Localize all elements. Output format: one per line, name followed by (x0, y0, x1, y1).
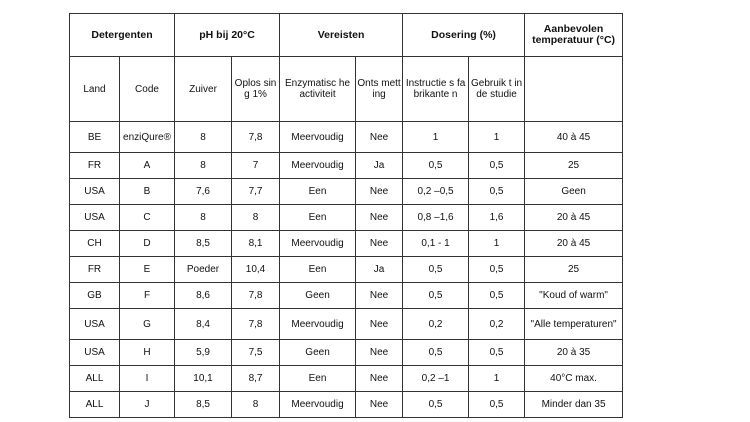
cell-dosering-instructies: 0,5 (403, 392, 469, 418)
cell-ontsmetting: Nee (356, 340, 403, 366)
cell-code: E (120, 257, 175, 283)
cell-dosering-gebruikt: 0,5 (469, 179, 525, 205)
cell-dosering-gebruikt: 1 (469, 231, 525, 257)
table-row (70, 122, 623, 153)
subheader-oplossing: Oplos sing 1% (232, 57, 280, 122)
cell-enzymatische-activiteit: Geen (280, 283, 356, 309)
table-row (70, 340, 623, 366)
cell-ph-oplossing: 7,7 (232, 179, 280, 205)
subheader-empty (525, 57, 623, 122)
cell-code: F (120, 283, 175, 309)
subheader-row (70, 57, 623, 122)
subheader-zuiver: Zuiver (175, 57, 232, 122)
cell-dosering-gebruikt: 0,5 (469, 153, 525, 179)
cell-dosering-gebruikt: 0,5 (469, 257, 525, 283)
cell-ontsmetting: Nee (356, 179, 403, 205)
cell-land: BE (70, 122, 120, 153)
cell-code: B (120, 179, 175, 205)
cell-temperatuur: 40°C max. (525, 366, 623, 392)
cell-temperatuur: 20 à 45 (525, 205, 623, 231)
cell-code: I (120, 366, 175, 392)
cell-dosering-gebruikt: 1 (469, 366, 525, 392)
cell-ph-zuiver: 10,1 (175, 366, 232, 392)
cell-ph-zuiver: Poeder (175, 257, 232, 283)
cell-ontsmetting: Nee (356, 366, 403, 392)
cell-land: USA (70, 309, 120, 340)
cell-code: A (120, 153, 175, 179)
cell-enzymatische-activiteit: Een (280, 205, 356, 231)
cell-temperatuur: 25 (525, 153, 623, 179)
subheader-code: Code (120, 57, 175, 122)
cell-dosering-gebruikt: 0,2 (469, 309, 525, 340)
subheader-enzymatische-activiteit: Enzymatisc he activiteit (280, 57, 356, 122)
cell-ph-oplossing: 7 (232, 153, 280, 179)
cell-code: G (120, 309, 175, 340)
cell-land: USA (70, 205, 120, 231)
cell-ph-oplossing: 7,8 (232, 309, 280, 340)
cell-dosering-instructies: 0,5 (403, 153, 469, 179)
cell-ontsmetting: Nee (356, 283, 403, 309)
table-row (70, 283, 623, 309)
cell-ph-oplossing: 7,8 (232, 283, 280, 309)
cell-enzymatische-activiteit: Een (280, 179, 356, 205)
cell-dosering-instructies: 1 (403, 122, 469, 153)
table-row (70, 366, 623, 392)
cell-land: ALL (70, 392, 120, 418)
table-row (70, 309, 623, 340)
table-row (70, 257, 623, 283)
cell-ph-oplossing: 7,8 (232, 122, 280, 153)
cell-ontsmetting: Nee (356, 122, 403, 153)
cell-ph-oplossing: 8,1 (232, 231, 280, 257)
detergent-table (69, 13, 623, 418)
cell-ph-oplossing: 8,7 (232, 366, 280, 392)
table-row (70, 392, 623, 418)
cell-ph-zuiver: 8 (175, 122, 232, 153)
cell-ph-zuiver: 8 (175, 205, 232, 231)
cell-ontsmetting: Nee (356, 231, 403, 257)
cell-code: H (120, 340, 175, 366)
cell-ontsmetting: Nee (356, 205, 403, 231)
cell-dosering-instructies: 0,5 (403, 257, 469, 283)
cell-dosering-instructies: 0,5 (403, 340, 469, 366)
cell-enzymatische-activiteit: Meervoudig (280, 122, 356, 153)
cell-dosering-gebruikt: 1,6 (469, 205, 525, 231)
cell-enzymatische-activiteit: Geen (280, 340, 356, 366)
cell-dosering-gebruikt: 0,5 (469, 340, 525, 366)
table-row (70, 153, 623, 179)
table-row (70, 205, 623, 231)
subheader-ontsmetting: Onts metting (356, 57, 403, 122)
cell-temperatuur: "Alle temperaturen" (525, 309, 623, 340)
cell-dosering-instructies: 0,2 (403, 309, 469, 340)
cell-temperatuur: "Koud of warm" (525, 283, 623, 309)
cell-dosering-instructies: 0,5 (403, 283, 469, 309)
cell-enzymatische-activiteit: Meervoudig (280, 153, 356, 179)
cell-code: J (120, 392, 175, 418)
cell-temperatuur: Geen (525, 179, 623, 205)
cell-enzymatische-activiteit: Meervoudig (280, 309, 356, 340)
cell-ph-zuiver: 7,6 (175, 179, 232, 205)
cell-land: CH (70, 231, 120, 257)
cell-land: USA (70, 340, 120, 366)
cell-temperatuur: 20 à 35 (525, 340, 623, 366)
cell-land: USA (70, 179, 120, 205)
cell-enzymatische-activiteit: Meervoudig (280, 231, 356, 257)
cell-ontsmetting: Ja (356, 153, 403, 179)
cell-land: GB (70, 283, 120, 309)
cell-ph-zuiver: 5,9 (175, 340, 232, 366)
cell-dosering-instructies: 0,2 –0,5 (403, 179, 469, 205)
cell-temperatuur: Minder dan 35 (525, 392, 623, 418)
subheader-land: Land (70, 57, 120, 122)
cell-ph-zuiver: 8,5 (175, 231, 232, 257)
cell-ph-oplossing: 8 (232, 392, 280, 418)
group-header-row (70, 14, 623, 57)
cell-ph-zuiver: 8,5 (175, 392, 232, 418)
cell-ontsmetting: Ja (356, 257, 403, 283)
table-row (70, 179, 623, 205)
cell-ph-oplossing: 8 (232, 205, 280, 231)
cell-temperatuur: 25 (525, 257, 623, 283)
group-header-vereisten: Vereisten (280, 14, 403, 57)
cell-enzymatische-activiteit: Een (280, 257, 356, 283)
cell-dosering-instructies: 0,2 –1 (403, 366, 469, 392)
group-header-dosering: Dosering (%) (403, 14, 525, 57)
cell-dosering-gebruikt: 0,5 (469, 283, 525, 309)
cell-dosering-instructies: 0,1 - 1 (403, 231, 469, 257)
cell-code: D (120, 231, 175, 257)
cell-ph-zuiver: 8,4 (175, 309, 232, 340)
group-header-temperatuur: Aanbevolen temperatuur (°C) (525, 14, 623, 57)
cell-ontsmetting: Nee (356, 309, 403, 340)
group-header-ph: pH bij 20°C (175, 14, 280, 57)
cell-dosering-instructies: 0,8 –1,6 (403, 205, 469, 231)
group-header-detergenten: Detergenten (70, 14, 175, 57)
subheader-gebruikt: Gebruik t in de studie (469, 57, 525, 122)
cell-enzymatische-activiteit: Een (280, 366, 356, 392)
cell-temperatuur: 40 à 45 (525, 122, 623, 153)
cell-dosering-gebruikt: 1 (469, 122, 525, 153)
cell-land: FR (70, 153, 120, 179)
cell-land: ALL (70, 366, 120, 392)
cell-ph-oplossing: 10,4 (232, 257, 280, 283)
cell-land: FR (70, 257, 120, 283)
cell-code: enziQure® (120, 122, 175, 153)
table-row (70, 231, 623, 257)
cell-enzymatische-activiteit: Meervoudig (280, 392, 356, 418)
cell-ph-oplossing: 7,5 (232, 340, 280, 366)
cell-ph-zuiver: 8 (175, 153, 232, 179)
cell-ontsmetting: Nee (356, 392, 403, 418)
cell-dosering-gebruikt: 0,5 (469, 392, 525, 418)
cell-temperatuur: 20 à 45 (525, 231, 623, 257)
cell-code: C (120, 205, 175, 231)
cell-ph-zuiver: 8,6 (175, 283, 232, 309)
subheader-instructies: Instructie s fabrikante n (403, 57, 469, 122)
